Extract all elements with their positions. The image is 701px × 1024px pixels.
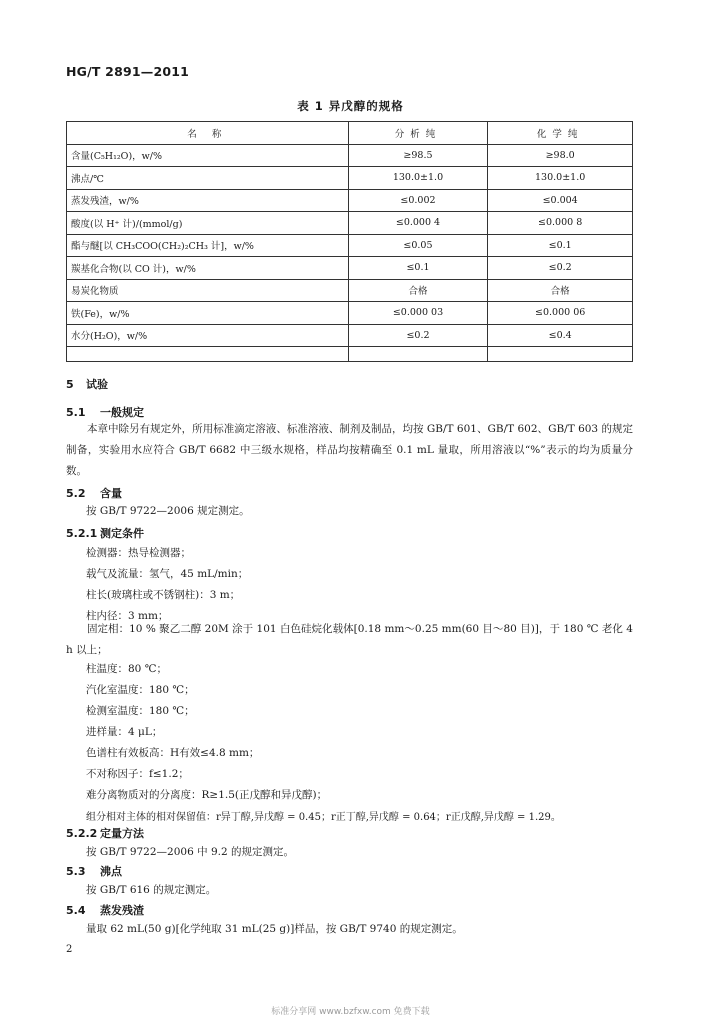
watermark-text: 标准分享网 www.bzfxw.com 免费下载 [271,1007,430,1017]
row-value-ar: 130.0±1.0 [348,167,488,190]
paragraph-5-4: 量取 62 mL(50 g)[化学纯取 31 mL(25 g)]样品，按 GB/T 9740 的规定测定。 [86,923,463,935]
row-value-cp: ≥98.0 [488,144,633,167]
document-code: HG/T 2891—2011 [66,64,190,79]
row-value-cp: ≤0.1 [488,234,633,257]
section-title: 定量方法 [100,827,144,840]
condition-item: 进样量：4 μL； [86,726,163,738]
section-title: 试验 [86,378,108,391]
row-value-cp: 合格 [488,279,633,302]
row-name: 铁(Fe)，w/% [67,302,349,325]
section-heading-5-4 [66,902,144,918]
table-row [67,279,633,302]
row-value-cp: ≤0.004 [488,189,633,212]
section-title: 测定条件 [100,527,144,540]
table-row [67,189,633,212]
row-value-cp: 130.0±1.0 [488,167,633,190]
row-name: 含量(C₅H₁₂O)，w/% [67,144,349,167]
row-value-ar: ≥98.5 [348,144,488,167]
row-name: 羰基化合物(以 CO 计)，w/% [67,257,349,280]
table-row [67,167,633,190]
condition-item: 柱内径：3 mm； [86,610,169,622]
section-heading-5-2 [66,485,122,501]
section-title: 一般规定 [100,406,144,419]
section-number: 5.2.1 [66,527,98,540]
paragraph-5-1: 本章中除另有规定外，所用标准滴定溶液、标准溶液、制剂及制品，均按 GB/T 601、GB/T 602、GB/T 603 的规定制备，实验用水应符合 GB/T 6682 中三级水规格，样品均按精确至 0.1 mL 量取，所用溶液以“%”表示的均为质量分数。 [66,423,633,477]
table-row [67,257,633,280]
table-row [67,212,633,235]
condition-stationary-phase: 固定相：10 % 聚乙二醇 20M 涂于 101 白色硅烷化载体[0.18 mm～0.25 mm(60 目～80 目)]，于 180 ℃ 老化 4 h 以上； [66,623,633,656]
condition-item: 组分相对主体的相对保留值：r异丁醇,异戊醇 = 0.45；r正丁醇,异戊醇 = 0.64；r正戊醇,异戊醇 = 1.29。 [86,812,561,823]
page-number: 2 [66,944,73,955]
section-number: 5.3 [66,865,86,878]
table-row [67,234,633,257]
row-name: 水分(H₂O)，w/% [67,324,349,347]
section-title: 含量 [100,487,122,500]
section-number: 5 [66,378,74,391]
table-row [67,324,633,347]
condition-item: 检测室温度：180 ℃； [86,705,195,717]
table-header-row [67,122,633,145]
condition-item: 载气及流量：氢气，45 mL/min； [86,568,249,580]
paragraph-5-3: 按 GB/T 616 的规定测定。 [86,884,217,896]
section-heading-5-1 [66,404,144,420]
table-row [67,302,633,325]
section-heading-5-3 [66,863,122,879]
row-name: 沸点/℃ [67,167,349,190]
spec-table [66,121,633,362]
condition-item: 检测器：热导检测器； [86,547,191,559]
section-title: 沸点 [100,865,122,878]
row-value-ar: 合格 [348,279,488,302]
column-header-name: 名 称 [67,122,349,145]
paragraph-5-2-2: 按 GB/T 9722—2006 中 9.2 的规定测定。 [86,846,294,858]
table-title: 表 1 异戊醇的规格 [297,99,404,113]
row-name: 酸度(以 H⁺ 计)/(mmol/g) [67,212,349,235]
section-number: 5.4 [66,904,86,917]
row-name: 易炭化物质 [67,279,349,302]
paragraph-5-2: 按 GB/T 9722—2006 规定测定。 [86,505,250,517]
row-value-ar: ≤0.1 [348,257,488,280]
row-value-cp: ≤0.4 [488,324,633,347]
row-value-ar: ≤0.2 [348,324,488,347]
row-value-ar: ≤0.000 4 [348,212,488,235]
section-heading-5-2-2 [66,825,144,841]
section-number: 5.2.2 [66,827,98,840]
condition-item: 柱温度：80 ℃； [86,663,167,675]
column-header-analytical: 分析纯 [348,122,488,145]
table-row [67,144,633,167]
row-value-ar: ≤0.002 [348,189,488,212]
section-number: 5.2 [66,487,86,500]
section-heading-5 [66,376,108,392]
row-value-cp: ≤0.2 [488,257,633,280]
row-value-ar: ≤0.000 03 [348,302,488,325]
condition-item: 难分离物质对的分离度：R≥1.5(正戊醇和异戊醇)； [86,789,328,801]
condition-item: 柱长(玻璃柱或不锈钢柱)：3 m； [86,589,241,601]
section-title: 蒸发残渣 [100,904,144,917]
condition-item: 色谱柱有效板高：H有效≤4.8 mm； [86,747,260,759]
row-value-ar: ≤0.05 [348,234,488,257]
row-value-cp: ≤0.000 06 [488,302,633,325]
row-name: 蒸发残渣，w/% [67,189,349,212]
row-value-cp: ≤0.000 8 [488,212,633,235]
condition-item: 汽化室温度：180 ℃； [86,684,195,696]
column-header-chemical: 化学纯 [488,122,633,145]
condition-item: 不对称因子：f≤1.2； [86,768,189,780]
table-row-empty [67,347,633,362]
row-name: 酯与醚[以 CH₃COO(CH₂)₂CH₃ 计]，w/% [67,234,349,257]
section-heading-5-2-1 [66,525,144,541]
section-number: 5.1 [66,406,86,419]
